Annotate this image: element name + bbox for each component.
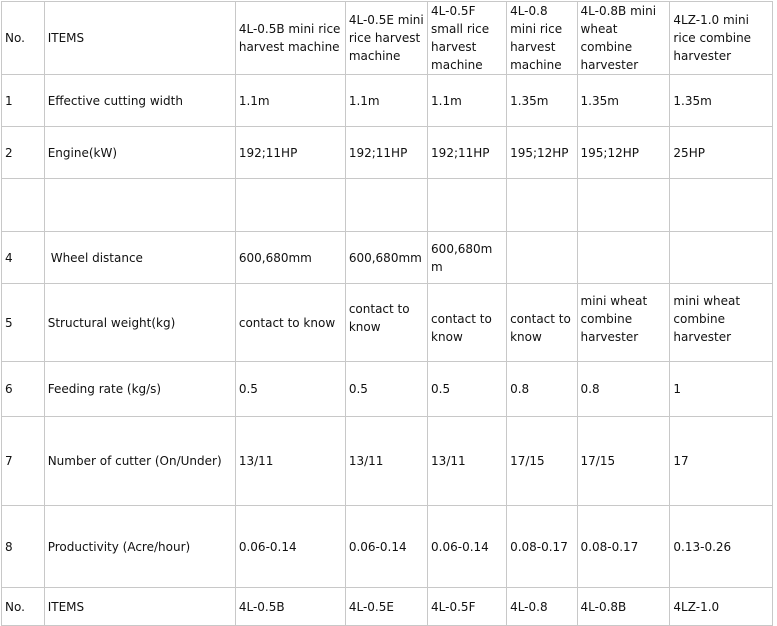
row-value: contact to know: [235, 284, 345, 362]
row-value: 1: [670, 362, 773, 417]
table-row: [2, 232, 773, 284]
row-value: 0.08-0.17: [577, 506, 670, 588]
table-row: [2, 284, 773, 362]
table-row: [2, 362, 773, 417]
row-value: [345, 179, 427, 232]
row-value: 0.13-0.26: [670, 506, 773, 588]
row-value: 0.5: [235, 362, 345, 417]
row-value: 600,680mm: [345, 232, 427, 284]
header-model: 4L-0.8 mini rice harvest machine: [507, 2, 577, 75]
row-no: 2: [2, 127, 45, 179]
footer-items: ITEMS: [44, 588, 235, 626]
row-item: [44, 179, 235, 232]
row-value: 1.1m: [235, 75, 345, 127]
row-no: 7: [2, 417, 45, 506]
row-value: 0.06-0.14: [345, 506, 427, 588]
footer-no: No.: [2, 588, 45, 626]
row-value: 17/15: [507, 417, 577, 506]
footer-model: 4L-0.5E: [345, 588, 427, 626]
row-no: 5: [2, 284, 45, 362]
row-item: Wheel distance: [44, 232, 235, 284]
row-value: 1.1m: [345, 75, 427, 127]
row-item: Productivity (Acre/hour): [44, 506, 235, 588]
table-row: [2, 75, 773, 127]
footer-row: [2, 588, 773, 626]
row-value: [428, 179, 507, 232]
row-value: 195;12HP: [507, 127, 577, 179]
row-value: 0.06-0.14: [428, 506, 507, 588]
row-item: Engine(kW): [44, 127, 235, 179]
header-model: 4L-0.5B mini rice harvest machine: [235, 2, 345, 75]
header-model: 4L-0.5F small rice harvest machine: [428, 2, 507, 75]
footer-model: 4L-0.5F: [428, 588, 507, 626]
row-value: [670, 179, 773, 232]
row-value: 1.35m: [670, 75, 773, 127]
row-value: 17: [670, 417, 773, 506]
row-value: 192;11HP: [345, 127, 427, 179]
row-value: 0.8: [577, 362, 670, 417]
table-row: [2, 417, 773, 506]
row-value: [507, 232, 577, 284]
table-row: [2, 506, 773, 588]
row-item: Effective cutting width: [44, 75, 235, 127]
row-no: 4: [2, 232, 45, 284]
row-value: contact to know: [428, 284, 507, 362]
row-value: [577, 232, 670, 284]
row-value: 17/15: [577, 417, 670, 506]
row-no: [2, 179, 45, 232]
row-value: 1.35m: [507, 75, 577, 127]
footer-model: 4LZ-1.0: [670, 588, 773, 626]
row-value: 13/11: [345, 417, 427, 506]
table-row-empty: [2, 179, 773, 232]
row-no: 1: [2, 75, 45, 127]
row-value: mini wheat combine harvester: [670, 284, 773, 362]
row-value: [670, 232, 773, 284]
row-value: 0.5: [345, 362, 427, 417]
row-value: 192;11HP: [235, 127, 345, 179]
table-row: [2, 127, 773, 179]
footer-model: 4L-0.8: [507, 588, 577, 626]
row-value: [577, 179, 670, 232]
row-value: 1.1m: [428, 75, 507, 127]
row-item: Number of cutter (On/Under): [44, 417, 235, 506]
header-model: 4LZ-1.0 mini rice combine harvester: [670, 2, 773, 75]
row-value: [235, 179, 345, 232]
row-value: 0.5: [428, 362, 507, 417]
row-value: 0.8: [507, 362, 577, 417]
header-model: 4L-0.8B mini wheat combine harvester: [577, 2, 670, 75]
row-no: 8: [2, 506, 45, 588]
row-item: Structural weight(kg): [44, 284, 235, 362]
header-row: [2, 2, 773, 75]
row-value: 13/11: [235, 417, 345, 506]
row-value: 192;11HP: [428, 127, 507, 179]
row-item: Feeding rate (kg/s): [44, 362, 235, 417]
footer-model: 4L-0.8B: [577, 588, 670, 626]
row-value: [507, 179, 577, 232]
row-value: 13/11: [428, 417, 507, 506]
row-value: 1.35m: [577, 75, 670, 127]
row-value: 600,680mm: [428, 232, 507, 284]
header-items: ITEMS: [44, 2, 235, 75]
row-value: contact to know: [507, 284, 577, 362]
header-model: 4L-0.5E mini rice harvest machine: [345, 2, 427, 75]
row-value: 600,680mm: [235, 232, 345, 284]
row-value: contact to know: [345, 284, 427, 362]
row-value: 0.06-0.14: [235, 506, 345, 588]
row-value: 25HP: [670, 127, 773, 179]
row-no: 6: [2, 362, 45, 417]
header-no: No.: [2, 2, 45, 75]
footer-model: 4L-0.5B: [235, 588, 345, 626]
spec-table: [1, 1, 773, 626]
row-value: mini wheat combine harvester: [577, 284, 670, 362]
row-value: 0.08-0.17: [507, 506, 577, 588]
row-value: 195;12HP: [577, 127, 670, 179]
